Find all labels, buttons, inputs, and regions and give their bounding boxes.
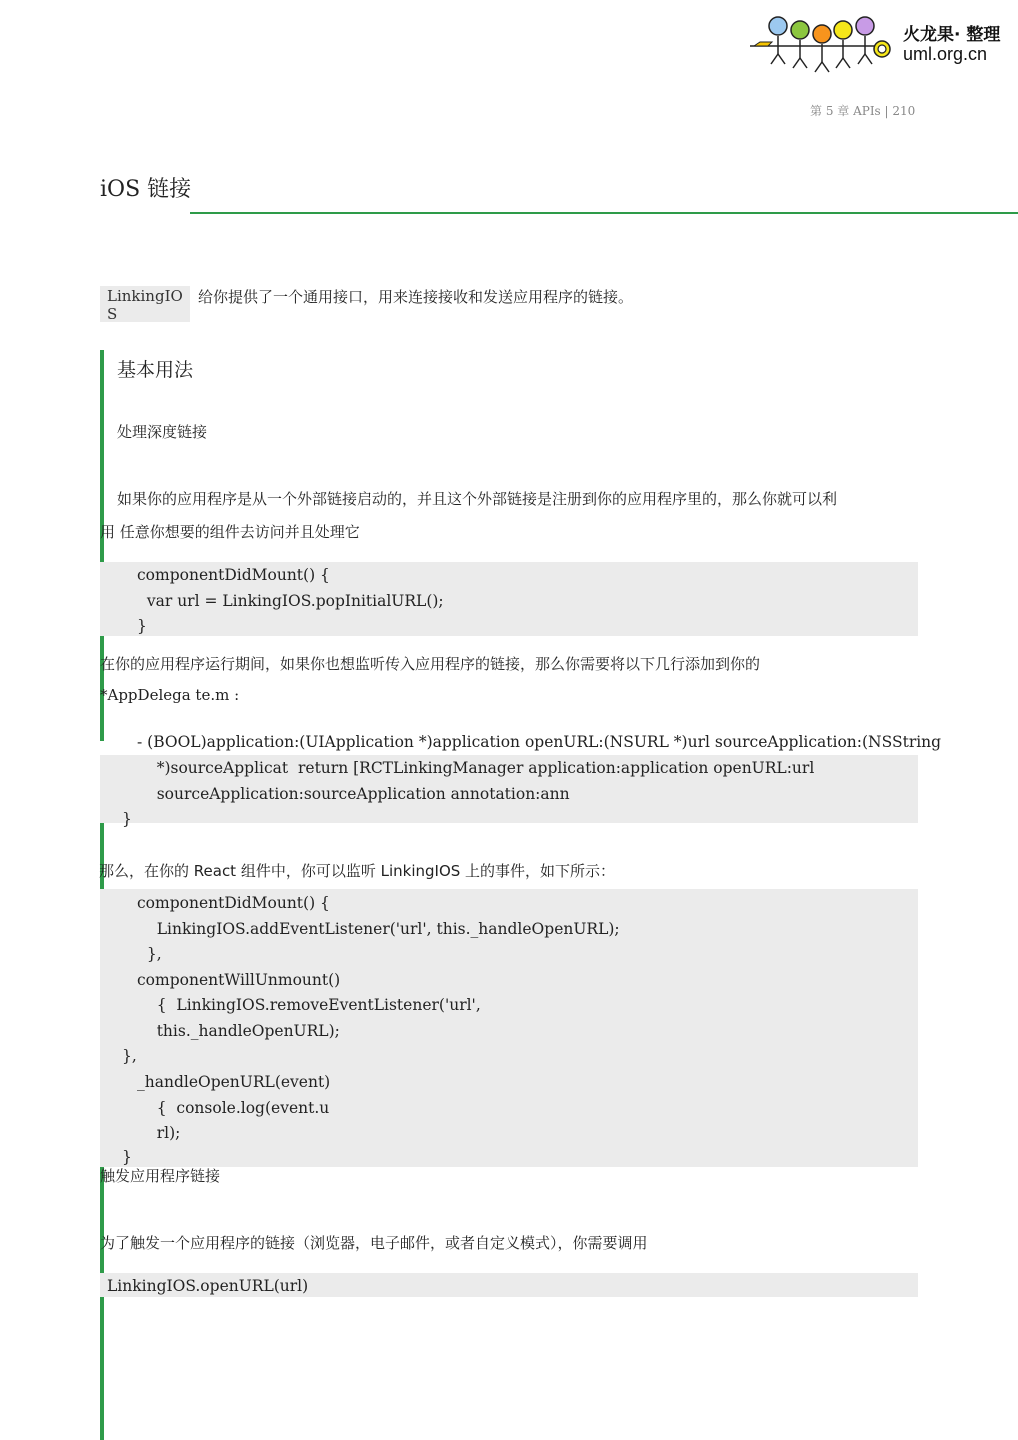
brand-name: 火龙果· 整理 [903,25,1001,45]
code-line: }, [137,945,162,963]
section-heading: 基本用法 [117,359,194,381]
page-title: iOS 链接 [100,177,192,202]
code-line: - (BOOL)application:(UIApplication *)application openURL:(NSURL *)url sourceApplication:(NSString [137,733,942,751]
paragraph: 为了触发一个应用程序的链接（浏览器，电子邮件，或者自定义模式），你需要调用 [100,1234,648,1252]
code-line: _handleOpenURL(event) [137,1073,331,1091]
intro-text: 给你提供了一个通用接口，用来连接接收和发送应用程序的链接。 [198,288,634,306]
code-line: LinkingIOS.addEventListener('url', this._handleOpenURL); [137,920,620,938]
code-line: componentDidMount() { [137,566,330,584]
subsection-heading: 触发应用程序链接 [100,1167,221,1185]
logo-figures-icon [748,12,898,76]
paragraph: 那么，在你的 React 组件中，你可以监听 LinkingIOS 上的事件，如下所示： [99,862,616,880]
code-line: LinkingIOS.openURL(url) [107,1277,309,1295]
code-line: { console.log(event.u [137,1099,330,1117]
paragraph: 如果你的应用程序是从一个外部链接启动的，并且这个外部链接是注册到你的应用程序里的，那么你就可以利 [117,490,838,508]
subsection-heading: 处理深度链接 [117,423,208,441]
code-line: { LinkingIOS.removeEventListener('url', [137,996,481,1014]
code-line: var url = LinkingIOS.popInitialURL(); [137,592,444,610]
section-bar [100,1297,104,1440]
code-block [100,562,918,636]
code-line: componentWillUnmount() [137,971,341,989]
code-line: componentDidMount() { [137,894,330,912]
paragraph: 用 任意你想要的组件去访问并且处理它 [100,523,360,541]
code-line: } [122,810,132,828]
page-reference: 第 5 章 APIs | 210 [810,104,916,118]
inline-code-chip [100,286,190,322]
code-line: *)sourceApplicat return [RCTLinkingManager application:application openURL:url [137,759,815,777]
code-line: rl); [137,1124,181,1142]
inline-code-text: LinkingIOS [107,287,183,323]
code-block [100,1273,918,1297]
code-line: } [122,1148,132,1166]
code-line: this._handleOpenURL); [137,1022,340,1040]
title-divider [190,212,1018,214]
brand-url: uml.org.cn [903,44,988,64]
code-line: } [137,617,147,635]
paragraph: 在你的应用程序运行期间，如果你也想监听传入应用程序的链接，那么你需要将以下几行添加到你的 [100,655,761,673]
code-line: sourceApplication:sourceApplication annotation:ann [137,785,570,803]
code-line: }, [122,1047,137,1065]
paragraph: *AppDelega te.m : [100,686,240,704]
